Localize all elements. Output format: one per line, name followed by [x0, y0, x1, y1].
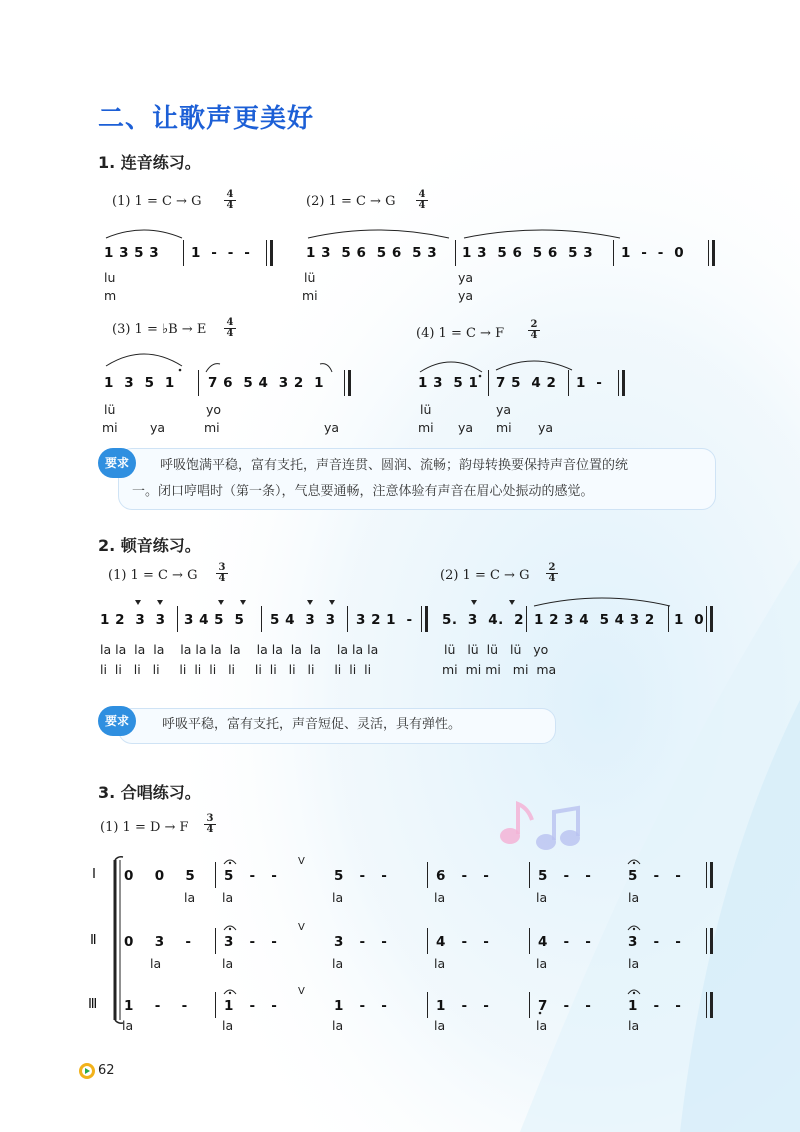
p3-l5: la	[536, 1018, 548, 1033]
final-barline-thin	[266, 240, 267, 266]
music-note-decoration-icon	[488, 796, 584, 860]
final-barline-thick	[710, 992, 713, 1018]
s1-ex1-time	[224, 190, 236, 211]
time-bottom: 4	[546, 573, 558, 584]
section-3-heading: 3. 合唱练习。	[98, 783, 201, 802]
s3-ex1-time	[204, 814, 216, 835]
time-bottom: 4	[216, 573, 228, 584]
s1-ex3-lyric2c: mi	[204, 420, 220, 435]
s2-ex1-m3: 5 4 3 3	[270, 612, 336, 628]
p1-l3: la	[332, 890, 344, 905]
barline	[427, 862, 428, 888]
p2-l2: la	[222, 956, 234, 971]
s1-ex3-time	[224, 318, 236, 339]
final-barline-thick	[270, 240, 273, 266]
s1-ex3-slur1	[104, 348, 184, 378]
part-label-3: Ⅲ	[88, 996, 98, 1012]
time-bottom: 4	[416, 200, 428, 211]
barline	[455, 240, 456, 266]
s1-ex2-lyric1a: lü	[304, 270, 316, 285]
s1-ex2-notes2: 1 3 5 6 5 6 5 3	[462, 245, 594, 261]
time-top: 4	[226, 189, 234, 200]
s1-ex1-notes: 1 3 5 3	[104, 245, 160, 261]
s1-ex3-lyric1a: lü	[104, 402, 116, 417]
barline	[488, 370, 489, 396]
s1-ex4-lyric2c: mi	[496, 420, 512, 435]
final-barline-thick	[710, 928, 713, 954]
s1-ex4-lyric2b: ya	[458, 420, 474, 435]
s1-ex4-time	[528, 320, 540, 341]
time-bottom: 4	[224, 328, 236, 339]
p1-m2: 5 - -	[224, 868, 278, 884]
p1-l5: la	[536, 890, 548, 905]
barline	[215, 992, 216, 1018]
requirement-tag-2: 要求	[98, 706, 136, 736]
p1-m3: 5 - -	[334, 868, 388, 884]
p2-m5: 4 - -	[538, 934, 592, 950]
final-barline-thin	[421, 606, 422, 632]
s1-ex3-lyric2b: ya	[150, 420, 166, 435]
p1-l4: la	[434, 890, 446, 905]
s1-ex4-lyric1a: lü	[420, 402, 432, 417]
p3-m1: 1 - -	[124, 998, 188, 1014]
p2-m4: 4 - -	[436, 934, 490, 950]
s1-ex3-key: (3) 1 = ♭B → E	[112, 322, 207, 337]
time-bottom: 4	[224, 200, 236, 211]
s3-ex1-key: (1) 1 = D → F	[100, 820, 189, 835]
final-barline-thin	[344, 370, 345, 396]
p2-l5: la	[536, 956, 548, 971]
breath-mark-1: V	[298, 856, 305, 867]
barline	[183, 240, 184, 266]
p3-m3: 1 - -	[334, 998, 388, 1014]
final-barline-thick	[425, 606, 428, 632]
s2-ex2-lyric2: mi mi mi mi ma	[442, 662, 557, 677]
time-top: 3	[206, 813, 214, 824]
s1-ex1-slur	[104, 226, 184, 240]
s1-ex4-lyric2a: mi	[418, 420, 434, 435]
final-barline-thin	[708, 240, 709, 266]
s2-ex2-m1: 5. 3 4. 2	[442, 612, 525, 628]
time-bottom: 4	[204, 824, 216, 835]
barline	[668, 606, 669, 632]
s1-ex2-key: (2) 1 = C → G	[306, 194, 396, 209]
time-top: 2	[548, 562, 556, 573]
final-barline-thick	[348, 370, 351, 396]
barline	[177, 606, 178, 632]
page-title: 二、让歌声更美好	[98, 104, 315, 134]
p3-l6: la	[628, 1018, 640, 1033]
p3-m5: 7 - -	[538, 998, 592, 1014]
requirement-text-1-line2: 一。闭口哼唱时（第一条），气息要通畅，注意体验有声音在眉心处振动的感觉。	[132, 484, 594, 499]
s1-ex2-time	[416, 190, 428, 211]
time-top: 2	[530, 319, 538, 330]
s1-ex4-lyric2d: ya	[538, 420, 554, 435]
p2-l3: la	[332, 956, 344, 971]
s2-ex1-lyric1: la la la la la la la la la la la la la la la	[100, 642, 379, 657]
barline	[215, 862, 216, 888]
p2-l1: la	[150, 956, 162, 971]
s1-ex4-notes3: 1 -	[576, 375, 603, 391]
s1-ex2-slur1	[306, 226, 451, 240]
s2-ex1-lyric2: li li li li li li li li li li li li li li li	[100, 662, 372, 677]
final-barline-thin	[618, 370, 619, 396]
barline	[613, 240, 614, 266]
final-barline-thick	[622, 370, 625, 396]
p2-m3: 3 - -	[334, 934, 388, 950]
s1-ex1-lyric1: lu	[104, 270, 116, 285]
p1-l2: la	[222, 890, 234, 905]
s2-ex2-m2: 1 2 3 4 5 4 3 2	[534, 612, 655, 628]
score-bracket	[104, 856, 124, 1024]
s2-ex1-m1: 1 2 3 3	[100, 612, 166, 628]
barline	[529, 992, 530, 1018]
s1-ex2-lyric2b: ya	[458, 288, 474, 303]
s2-ex2-key: (2) 1 = C → G	[440, 568, 530, 583]
s1-ex2-lyric2a: mi	[302, 288, 318, 303]
section-1-heading: 1. 连音练习。	[98, 153, 201, 172]
barline	[347, 606, 348, 632]
p3-l2: la	[222, 1018, 234, 1033]
s1-ex3-slur2	[204, 360, 334, 374]
s1-ex1-key: (1) 1 = C → G	[112, 194, 202, 209]
barline	[198, 370, 199, 396]
s2-ex1-m4: 3 2 1 -	[356, 612, 413, 628]
breath-mark-3: V	[298, 986, 305, 997]
s1-ex3-lyric2a: mi	[102, 420, 118, 435]
breath-mark-2: V	[298, 922, 305, 933]
p3-l3: la	[332, 1018, 344, 1033]
s1-ex3-notes2: 7 6 5 4 3 2 1	[208, 375, 325, 391]
p1-m6: 5 - -	[628, 868, 682, 884]
requirement-text-1-line1: 呼吸饱满平稳，富有支托，声音连贯、圆润、流畅；韵母转换要保持声音位置的统	[160, 458, 629, 473]
final-barline-thick	[712, 240, 715, 266]
s1-ex3-lyric1b: yo	[206, 402, 222, 417]
final-barline-thin	[706, 992, 707, 1018]
barline	[526, 606, 527, 632]
s1-ex2-notes: 1 3 5 6 5 6 5 3	[306, 245, 438, 261]
p1-l6: la	[628, 890, 640, 905]
barline	[529, 928, 530, 954]
p3-m4: 1 - -	[436, 998, 490, 1014]
s1-ex4-lyric1b: ya	[496, 402, 512, 417]
p1-m5: 5 - -	[538, 868, 592, 884]
barline	[427, 928, 428, 954]
part-label-2: Ⅱ	[90, 932, 98, 948]
s1-ex1-notes2: 1 - - -	[191, 245, 251, 261]
p3-l4: la	[434, 1018, 446, 1033]
requirement-tag-1: 要求	[98, 448, 136, 478]
time-top: 4	[418, 189, 426, 200]
barline	[427, 992, 428, 1018]
s2-ex1-m2: 3 4 5 5	[184, 612, 245, 628]
p3-m6: 1 - -	[628, 998, 682, 1014]
s1-ex4-notes2: 7 5 4 2	[496, 375, 557, 391]
barline	[568, 370, 569, 396]
p2-l4: la	[434, 956, 446, 971]
s1-ex2-lyric1b: ya	[458, 270, 474, 285]
s2-ex2-slur	[532, 594, 672, 608]
p1-l1: la	[184, 890, 196, 905]
time-top: 4	[226, 317, 234, 328]
p3-m2: 1 - -	[224, 998, 278, 1014]
final-barline-thick	[710, 606, 713, 632]
p1-m1: 0 0 5	[124, 868, 196, 884]
s2-ex2-time	[546, 563, 558, 584]
s1-ex2-slur2	[462, 226, 622, 240]
s2-ex2-lyric1: lü lü lü lü yo	[444, 642, 549, 657]
final-barline-thin	[706, 862, 707, 888]
p1-m4: 6 - -	[436, 868, 490, 884]
staccato-marks	[100, 598, 530, 608]
s1-ex1-lyric2: m	[104, 288, 117, 303]
s2-ex1-time	[216, 563, 228, 584]
time-top: 3	[218, 562, 226, 573]
page-number: 62	[98, 1063, 115, 1078]
p2-l6: la	[628, 956, 640, 971]
page-badge-icon	[78, 1062, 96, 1080]
s1-ex2-notes3: 1 - - 0	[621, 245, 685, 261]
final-barline-thin	[706, 606, 707, 632]
s1-ex3-lyric2d: ya	[324, 420, 340, 435]
s1-ex3-notes: 1 3 5 1	[104, 375, 175, 391]
final-barline-thin	[706, 928, 707, 954]
p3-l1: la	[122, 1018, 134, 1033]
s1-ex4-notes: 1 3 5 1	[418, 375, 479, 391]
part-label-1: Ⅰ	[92, 866, 97, 882]
requirement-text-2: 呼吸平稳，富有支托，声音短促、灵活，具有弹性。	[162, 717, 462, 732]
s2-ex1-key: (1) 1 = C → G	[108, 568, 198, 583]
barline	[215, 928, 216, 954]
s1-ex4-slur2	[494, 356, 574, 372]
p2-m1: 0 3 -	[124, 934, 192, 950]
final-barline-thick	[710, 862, 713, 888]
barline	[529, 862, 530, 888]
p2-m6: 3 - -	[628, 934, 682, 950]
barline	[261, 606, 262, 632]
s2-ex2-m3: 1 0	[674, 612, 705, 628]
section-2-heading: 2. 顿音练习。	[98, 536, 201, 555]
s1-ex4-key: (4) 1 = C → F	[416, 326, 505, 341]
time-bottom: 4	[528, 330, 540, 341]
p2-m2: 3 - -	[224, 934, 278, 950]
